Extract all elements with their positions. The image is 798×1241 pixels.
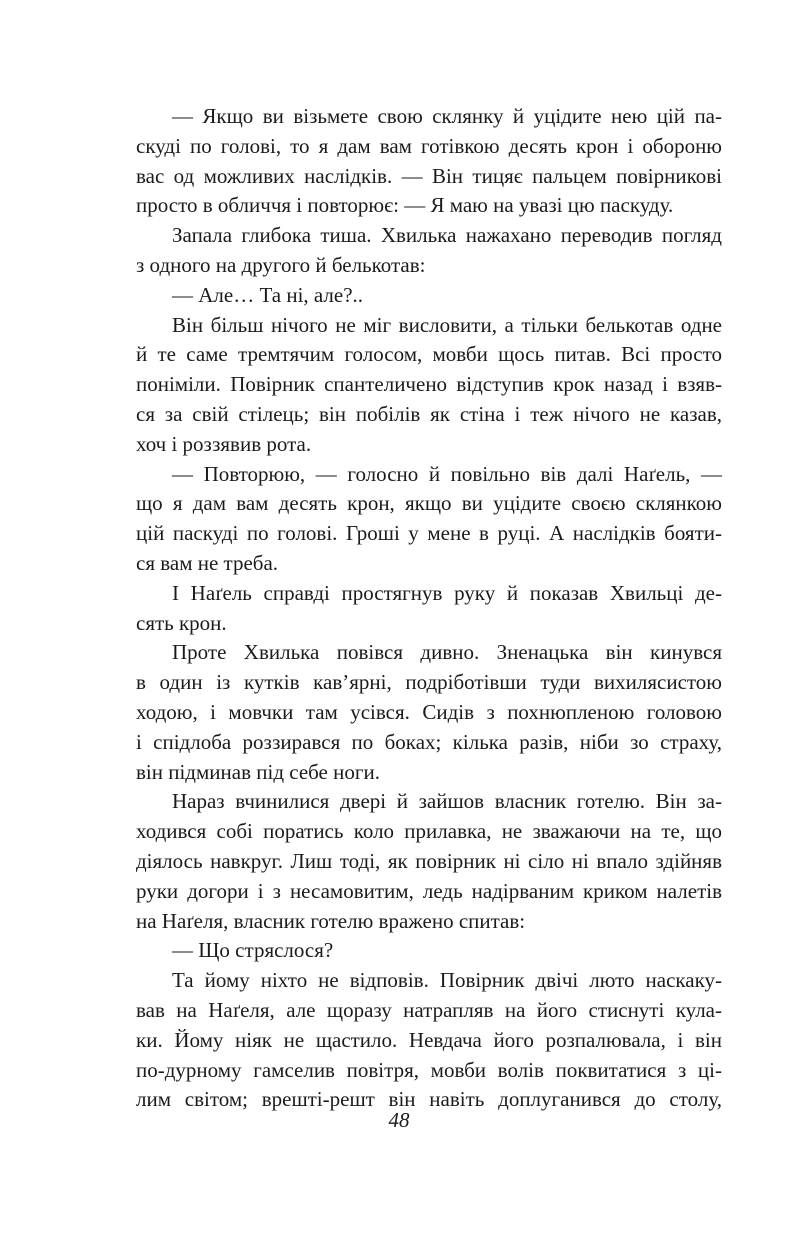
- text-line: по-дурному гамселив повітря, мовби волів поквитатися з ці-: [136, 1057, 722, 1082]
- paragraph: [136, 787, 722, 936]
- text-line: лим світом; врешті-решт він навіть доплуганився до столу,: [136, 1087, 722, 1112]
- page-number: 48: [388, 1108, 410, 1132]
- text-line: — Повторюю, — голосно й повільно вів далі Наґель, —: [172, 461, 722, 486]
- text-line: вас од можливих наслідків. — Він тицяє пальцем повірникові: [136, 163, 722, 188]
- paragraph: [136, 966, 722, 1115]
- text-line: в один із кутків кав’ярні, подріботівши туди вихилясистою: [136, 670, 722, 695]
- text-line: ся вам не треба.: [136, 550, 279, 575]
- text-line: Та йому ніхто не відповів. Повірник двічі люто наскаку-: [172, 968, 722, 993]
- paragraph: [136, 579, 722, 639]
- text-line: — Що стряслося?: [172, 938, 334, 963]
- paragraph: [136, 221, 722, 281]
- paragraph: [136, 638, 722, 787]
- paragraph: [136, 311, 722, 460]
- text-line: Він більш нічого не міг висловити, а тільки белькотав одне: [172, 312, 722, 337]
- text-line: діялось навкруг. Лиш тоді, як повірник ні сіло ні впало здійняв: [136, 848, 722, 873]
- text-line: Проте Хвилька повівся дивно. Зненацька він кинувся: [172, 640, 722, 665]
- text-line: ходився собі поратись коло прилавка, не зважаючи на те, що: [136, 819, 722, 844]
- text-line: ходою, і мовчки там усівся. Сидів з похнюпленою головою: [136, 699, 722, 724]
- text-line: руки догори і з несамовитим, ледь надірваним криком налетів: [136, 878, 722, 903]
- text-line: — Але… Та ні, але?..: [172, 282, 364, 307]
- paragraph: [136, 936, 722, 966]
- text-line: що я дам вам десять крон, якщо ви уцідите своєю склянкою: [136, 491, 722, 516]
- text-line: він підминав під себе ноги.: [136, 759, 380, 784]
- text-line: поніміли. Повірник спантеличено відступив крок назад і взяв-: [136, 372, 722, 397]
- text-line: і спідлоба роззирався по боках; кілька разів, ніби зо страху,: [136, 729, 722, 754]
- text-line: сять крон.: [136, 610, 227, 635]
- text-line: Нараз вчинилися двері й зайшов власник готелю. Він за-: [172, 789, 722, 814]
- text-line: — Якщо ви візьмете свою склянку й уцідите нею цій па-: [172, 104, 722, 128]
- text-line: хоч і роззявив рота.: [136, 431, 312, 456]
- text-line: просто в обличчя і повторює: — Я маю на увазі цю паскуду.: [136, 193, 674, 218]
- text-line: на Наґеля, власник готелю вражено спитав:: [136, 908, 526, 933]
- text-line: Запала глибока тиша. Хвилька нажахано переводив погляд: [172, 223, 722, 248]
- paragraph: [136, 102, 722, 221]
- text-line: з одного на другого й белькотав:: [136, 252, 426, 277]
- text-line: ся за свій стілець; він побілів як стіна і теж нічого не казав,: [136, 401, 722, 426]
- text-line: й те саме тремтячим голосом, мовби щось питав. Всі просто: [136, 342, 722, 367]
- text-line: скуді по голові, то я дам вам готівкою десять крон і обороню: [136, 133, 722, 158]
- text-line: ки. Йому ніяк не щастило. Невдача його розпалювала, і він: [136, 1027, 722, 1052]
- paragraph: [136, 460, 722, 579]
- body-text: [136, 102, 722, 1115]
- text-line: цій паскуді по голові. Гроші у мене в руці. А наслідків бояти-: [136, 521, 722, 546]
- text-line: вав на Наґеля, але щоразу натрапляв на його стиснуті кула-: [136, 997, 722, 1022]
- text-line: І Наґель справді простягнув руку й показав Хвильці де-: [172, 580, 722, 605]
- paragraph: [136, 281, 722, 311]
